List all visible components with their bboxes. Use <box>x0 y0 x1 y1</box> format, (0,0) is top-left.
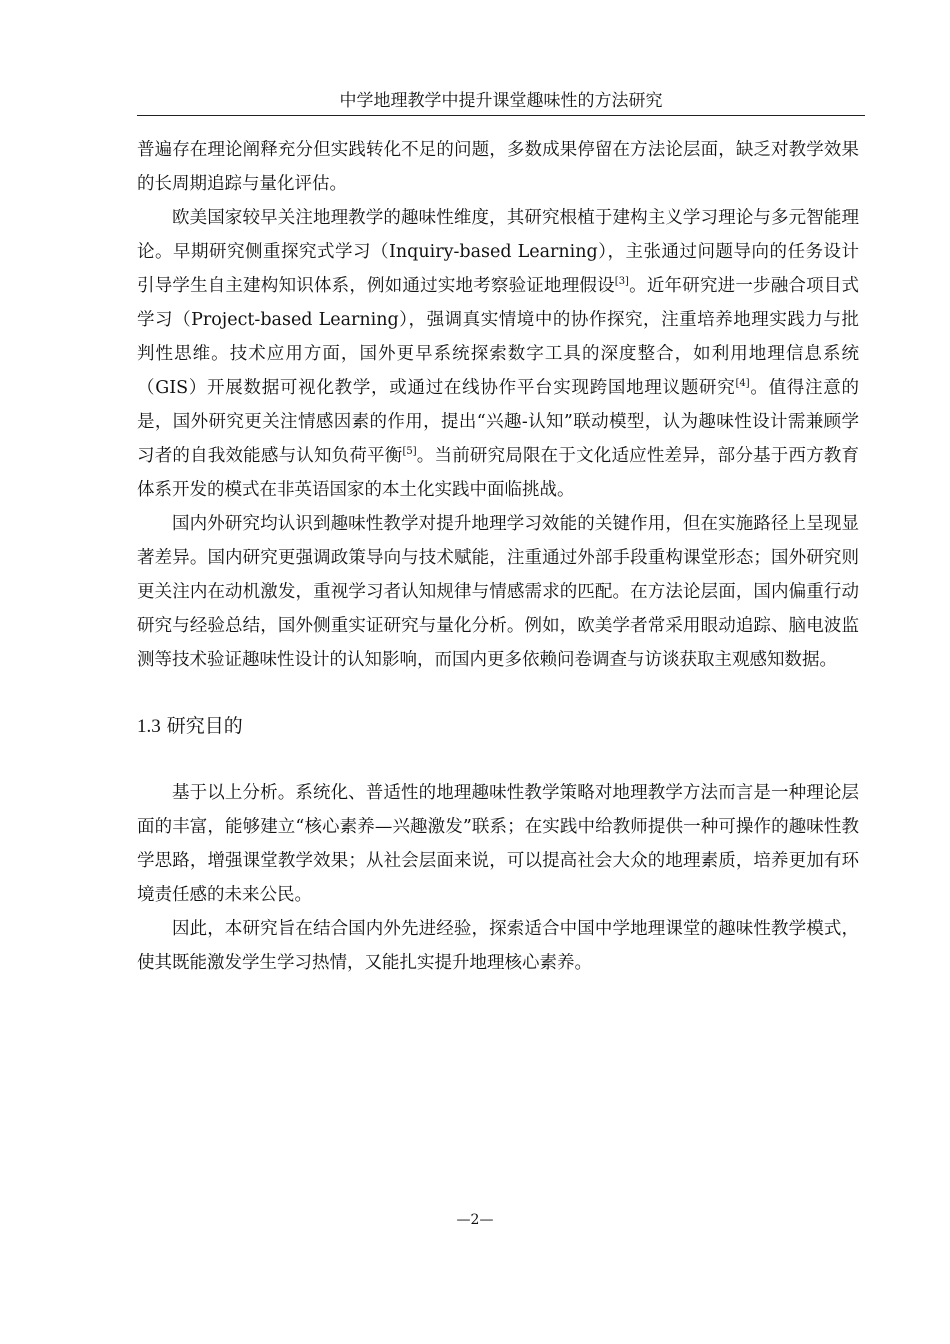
section-number: 1.3 <box>137 716 161 737</box>
paragraph-continued: 普遍存在理论阐释充分但实践转化不足的问题，多数成果停留在方法论层面，缺乏对教学效果的长周期追踪与量化评估。 <box>137 140 859 194</box>
paragraph-text: 欧美国家较早关注地理教学的趣味性维度，其研究根植于建构主义学习理论与多元智能理论。早期研究侧重探究式学习（Inquiry-based Learning），主张通过问题导向的任务设计引导学生自主建构知识体系，例如通过实地考察验证地理假设 <box>137 208 859 296</box>
header-rule <box>137 115 865 116</box>
page-number: —2— <box>456 1212 494 1228</box>
running-header: 中学地理教学中提升课堂趣味性的方法研究 <box>339 91 663 111</box>
paragraph-text: 。近年研究进一步融合项目式学习（Project-based Learning），强调真实情境中的协作探究，注重培养地理实践力与批判性思维。技术应用方面，国外更早系统探索数字工具的深度整合，如利用地理信息系统（GIS）开展数据可视化教学，或通过在线协作平台实现跨国地理议题研究 <box>137 276 860 398</box>
citation-ref: [3] <box>614 276 629 288</box>
document-body <box>137 133 859 980</box>
paragraph-comparison: 国内外研究均认识到趣味性教学对提升地理学习效能的关键作用，但在实施路径上呈现显著差异。国内研究更强调政策导向与技术赋能，注重通过外部手段重构课堂形态；国外研究则更关注内在动机激发，重视学习者认知规律与情感需求的匹配。在方法论层面，国内偏重行动研究与经验总结，国外侧重实证研究与量化分析。例如，欧美学者常采用眼动追踪、脑电波监测等技术验证趣味性设计的认知影响，而国内更多依赖问卷调查与访谈获取主观感知数据。 <box>137 514 859 670</box>
paragraph-text: 。当前研究局限在于文化适应性差异，部分基于西方教育体系开发的模式在非英语国家的本土化实践中面临挑战。 <box>137 446 860 500</box>
paragraph-conclusion: 因此，本研究旨在结合国内外先进经验，探索适合中国中学地理课堂的趣味性教学模式，使其既能激发学生学习热情，又能扎实提升地理核心素养。 <box>137 919 859 973</box>
citation-ref: [4] <box>735 378 750 390</box>
section-title: 研究目的 <box>166 715 243 737</box>
paragraph-purpose: 基于以上分析。系统化、普适性的地理趣味性教学策略对地理教学方法而言是一种理论层面的丰富，能够建立“核心素养—兴趣激发”联系；在实践中给教师提供一种可操作的趣味性教学思路，增强课堂教学效果；从社会层面来说，可以提高社会大众的地理素质，培养更加有环境责任感的未来公民。 <box>137 783 859 905</box>
paragraph-foreign-research <box>137 201 859 507</box>
citation-ref: [5] <box>402 446 417 458</box>
paragraph-text: 。值得注意的是，国外研究更关注情感因素的作用，提出“兴趣-认知”联动模型，认为趣味性设计需兼顾学习者的自我效能感与认知负荷平衡 <box>137 378 859 466</box>
section-heading <box>137 711 859 742</box>
